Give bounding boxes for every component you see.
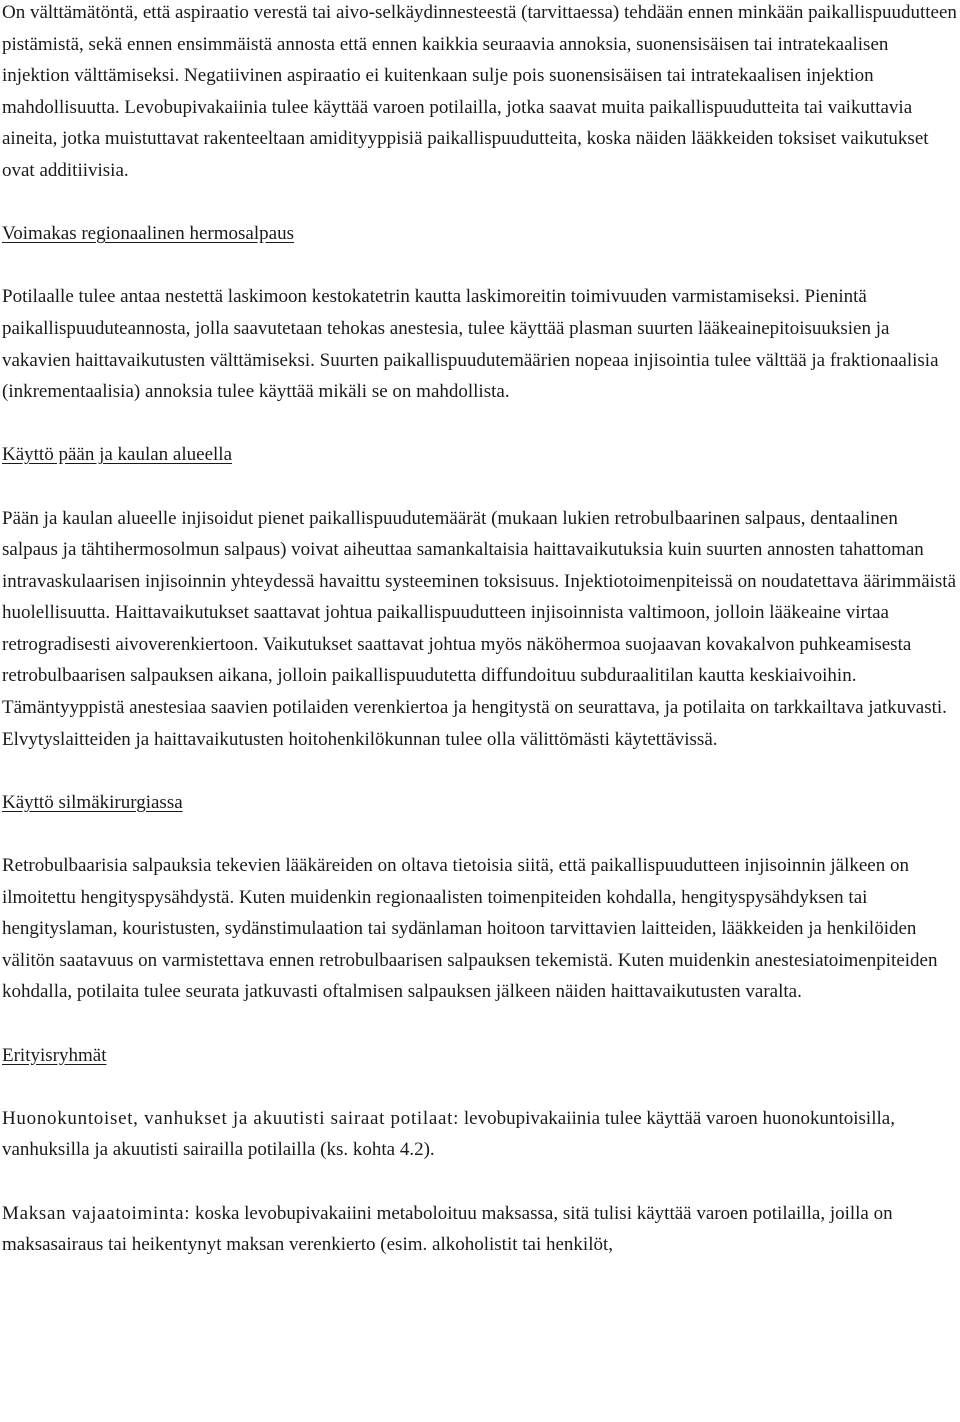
lead-elderly-patients: Huonokuntoiset, vanhukset ja akuutisti sairaat potilaat: xyxy=(2,1107,460,1129)
text-elderly-patients: levobupivakaiinia tulee käyttää varoen huonokuntoisilla, vanhuksilla ja akuutisti sairailla potilailla (ks. kohta 4.2). xyxy=(2,1107,895,1161)
heading-head-neck: Käyttö pään ja kaulan alueella xyxy=(2,444,233,466)
heading-regional-block: Voimakas regionaalinen hermosalpaus xyxy=(2,223,294,245)
paragraph-liver-impairment xyxy=(2,1198,957,1261)
paragraph-elderly-patients xyxy=(2,1103,957,1166)
paragraph-regional-block: Potilaalle tulee antaa nestettä laskimoon kestokatetrin kautta laskimoreitin toimivuuden varmistamiseksi. Pienintä paikallispuuduteannosta, jolla saavutetaan tehokas anestesia, tulee käyttää plasman suurten lääkeainepitoisuuksien ja vakavien haittavaikutusten välttämiseksi. Suurten paikallispuudutemäärien nopeaa injisointia tulee välttää ja fraktionaalisia (inkrementaalisia) annoksia tulee käyttää mikäli se on mahdollista. xyxy=(2,286,939,403)
lead-liver-impairment: Maksan vajaatoiminta: xyxy=(2,1202,191,1224)
text-liver-impairment: koska levobupivakaiini metaboloituu maksassa, sitä tulisi käyttää varoen potilailla, joilla on maksasairaus tai heikentynyt maksan verenkierto (esim. alkoholistit tai henkilöt, xyxy=(2,1202,893,1256)
paragraph-aspiration: On välttämätöntä, että aspiraatio verestä tai aivo-selkäydinnesteestä (tarvittaessa) tehdään ennen minkään paikallispuudutteen pistämistä, sekä ennen ensimmäistä annosta että ennen kaikkia seuraavia annoksia, suonensisäisen tai intratekaalisen injektion välttämiseksi. Negatiivinen aspiraatio ei kuitenkaan sulje pois suonensisäisen tai intratekaalisen injektion mahdollisuutta. Levobupivakaiinia tulee käyttää varoen potilailla, jotka saavat muita paikallispuudutteita tai vaikuttavia aineita, jotka muistuttavat rakenteeltaan amidityyppisiä paikallispuudutteita, koska näiden lääkkeiden toksiset vaikutukset ovat additiivisia. xyxy=(2,2,957,181)
paragraph-eye-surgery: Retrobulbaarisia salpauksia tekevien lääkäreiden on oltava tietoisia siitä, että paikallispuudutteen injisoinnin jälkeen on ilmoitettu hengityspysähdystä. Kuten muidenkin regionaalisten toimenpiteiden kohdalla, hengityspysähdyksen tai hengityslaman, kouristusten, sydänstimulaation tai sydänlaman hoitoon tarvittavien laitteiden, lääkkeiden ja henkilöiden välitön saatavuus on varmistettava ennen retrobulbaarisen salpauksen tekemistä. Kuten muidenkin anestesiatoimenpiteiden kohdalla, potilaita tulee seurata jatkuvasti oftalmisen salpauksen jälkeen näiden haittavaikutusten varalta. xyxy=(2,855,938,1003)
heading-special-groups: Erityisryhmät xyxy=(2,1044,107,1066)
document-page xyxy=(2,0,957,1261)
heading-eye-surgery: Käyttö silmäkirurgiassa xyxy=(2,791,183,813)
paragraph-head-neck: Pään ja kaulan alueelle injisoidut pienet paikallispuudutemäärät (mukaan lukien retrobulbaarinen salpaus, dentaalinen salpaus ja tähtihermosolmun salpaus) voivat aiheuttaa samankaltaisia haittavaikutuksia kuin suurten annosten tahattoman intravaskulaarisen injisoinnin yhteydessä havaittu systeeminen toksisuus. Injektiotoimenpiteissä on noudatettava äärimmäistä huolellisuutta. Haittavaikutukset saattavat johtua paikallispuudutteen injisoinnista valtimoon, jolloin lääkeaine virtaa retrogradisesti aivoverenkiertoon. Vaikutukset saattavat johtua myös näköhermoa suojaavan kovakalvon puhkeamisesta retrobulbaarisen salpauksen aikana, jolloin paikallispuudutetta diffundoituu subduraalitilan kautta keskiaivoihin. Tämäntyyppistä anestesiaa saavien potilaiden verenkiertoa ja hengitystä on seurattava, ja potilaita on tarkkailtava jatkuvasti. Elvytyslaitteiden ja haittavaikutusten hoitohenkilökunnan tulee olla välittömästi käytettävissä. xyxy=(2,507,957,750)
